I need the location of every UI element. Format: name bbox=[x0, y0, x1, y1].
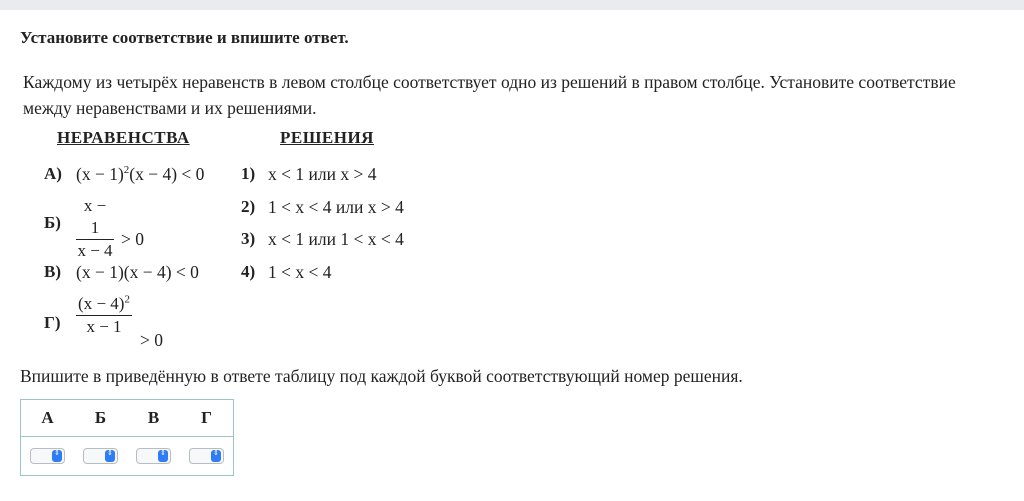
answer-cell-v bbox=[127, 437, 180, 476]
task-intro: Каждому из четырёх неравенств в левом столбце соответствует одно из решений в правом столбце. Установите соответствие между неравенствами и их решениями. bbox=[23, 72, 956, 118]
inequality-g-numerator-base: (x − 4) bbox=[78, 294, 125, 313]
answer-column-g: Г bbox=[180, 400, 234, 437]
solution-number-1: 1) bbox=[241, 164, 256, 183]
select-arrow-icon: ⇕ bbox=[52, 450, 62, 462]
solution-number-2: 2) bbox=[241, 197, 256, 216]
solution-number-3: 3) bbox=[241, 229, 256, 248]
answer-cell-g bbox=[180, 437, 234, 476]
answer-select-v[interactable] bbox=[136, 448, 171, 464]
inequality-a-base: (x − 1) bbox=[76, 164, 124, 184]
inequality-g-fraction bbox=[76, 293, 132, 338]
answer-table bbox=[20, 399, 234, 476]
answer-instruction: Впишите в приведённую в ответе таблицу под каждой буквой соответствующий номер решения. bbox=[20, 366, 743, 386]
inequality-b-numerator: x − 1 bbox=[76, 195, 114, 240]
inequality-letter-g: Г) bbox=[44, 313, 61, 332]
inequality-b-fraction bbox=[76, 195, 114, 262]
inequality-a-exponent: 2 bbox=[123, 164, 130, 177]
answer-column-b: Б bbox=[74, 400, 127, 437]
answer-select-b[interactable] bbox=[83, 448, 118, 464]
select-arrow-icon: ⇕ bbox=[158, 450, 168, 462]
top-bar bbox=[0, 0, 1024, 10]
solution-1: x < 1 или x > 4 bbox=[268, 164, 377, 184]
inequality-g-exponent: 2 bbox=[124, 293, 130, 306]
inequality-a bbox=[76, 164, 204, 185]
answer-cell-a bbox=[21, 437, 75, 476]
inequality-letter-b: Б) bbox=[44, 213, 61, 232]
task-title: Установите соответствие и впишите ответ. bbox=[20, 28, 349, 47]
solution-number-4: 4) bbox=[241, 262, 256, 281]
inequality-g-denominator: x − 1 bbox=[86, 317, 122, 336]
inequality-letter-v: В) bbox=[44, 262, 61, 281]
answer-select-a[interactable] bbox=[30, 448, 65, 464]
inequality-g-sign: > 0 bbox=[140, 330, 163, 350]
inequality-b-sign: > 0 bbox=[121, 229, 144, 249]
solution-3: x < 1 или 1 < x < 4 bbox=[268, 229, 404, 249]
inequalities-header: НЕРАВЕНСТВА bbox=[57, 128, 190, 147]
inequality-b-denominator: x − 4 bbox=[77, 241, 113, 260]
select-arrow-icon: ⇕ bbox=[105, 450, 115, 462]
answer-select-g[interactable] bbox=[189, 448, 224, 464]
answer-column-v: В bbox=[127, 400, 180, 437]
inequality-a-rest: (x − 4) < 0 bbox=[129, 164, 205, 184]
solution-4: 1 < x < 4 bbox=[268, 262, 332, 282]
answer-cell-b bbox=[74, 437, 127, 476]
inequality-g-numerator bbox=[76, 293, 132, 316]
inequality-v: (x − 1)(x − 4) < 0 bbox=[76, 262, 199, 282]
inequality-letter-a: А) bbox=[44, 164, 62, 183]
answer-column-a: А bbox=[21, 400, 75, 437]
solutions-header: РЕШЕНИЯ bbox=[280, 128, 374, 147]
select-arrow-icon: ⇕ bbox=[211, 450, 221, 462]
solution-2: 1 < x < 4 или x > 4 bbox=[268, 197, 404, 217]
